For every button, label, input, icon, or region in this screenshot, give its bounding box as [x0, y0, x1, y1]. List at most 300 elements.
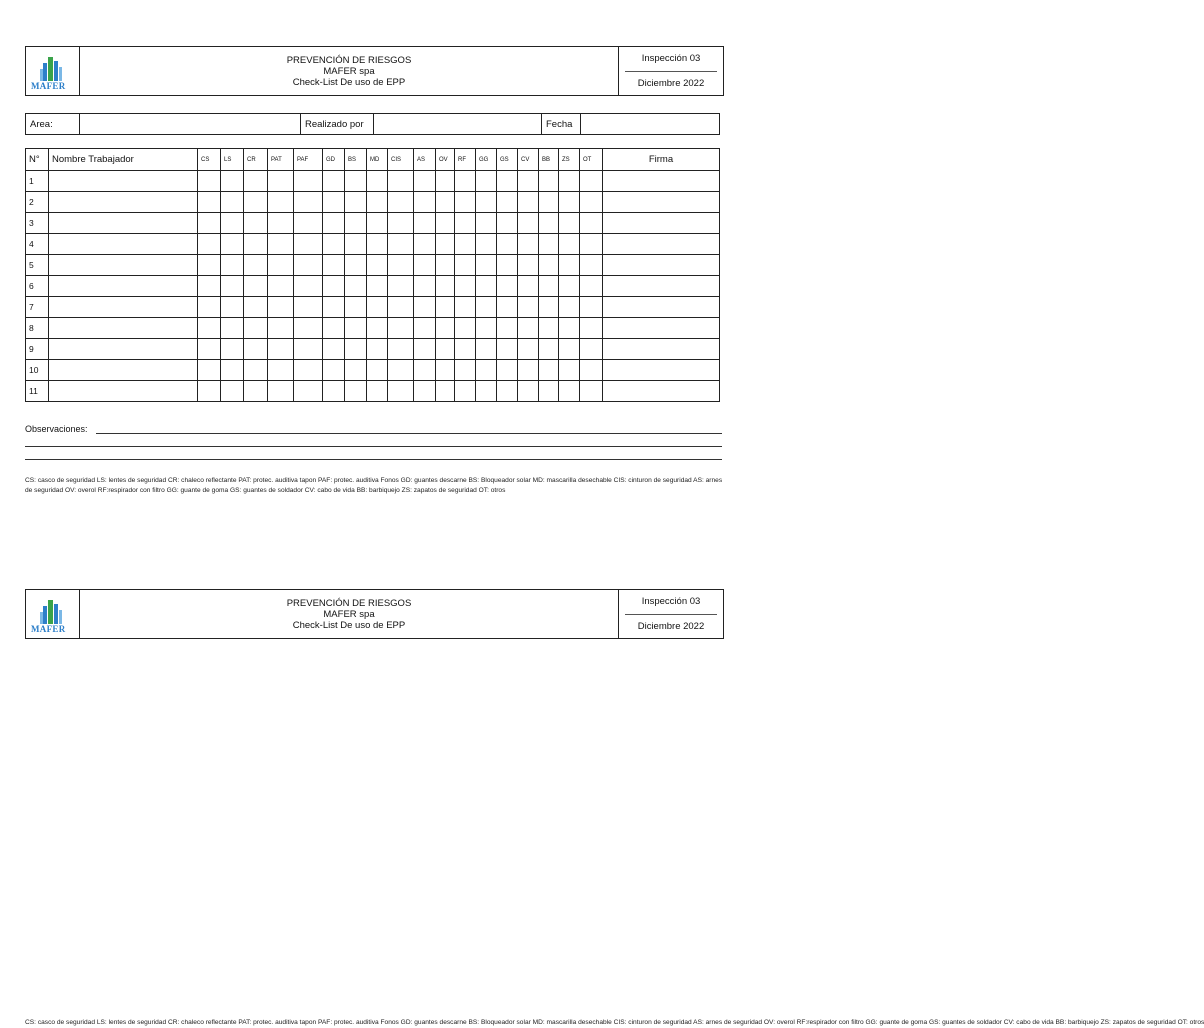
epp-check-cell-gg[interactable] [476, 192, 497, 213]
epp-check-cell-gg[interactable] [476, 171, 497, 192]
epp-check-cell-rf[interactable] [455, 318, 476, 339]
worker-name-cell[interactable] [49, 234, 198, 255]
worker-name-cell[interactable] [49, 255, 198, 276]
epp-check-cell-paf[interactable] [294, 276, 323, 297]
col-header-code: OT [580, 149, 603, 171]
epp-check-cell-cs[interactable] [198, 318, 221, 339]
col-header-code: GG [476, 149, 497, 171]
epp-check-cell-cr[interactable] [244, 381, 268, 402]
epp-check-cell-cr[interactable] [244, 276, 268, 297]
epp-check-cell-bs[interactable] [345, 192, 367, 213]
epp-check-cell-pat[interactable] [268, 297, 294, 318]
col-header-code: PAT [268, 149, 294, 171]
epp-check-cell-gs[interactable] [497, 297, 518, 318]
epp-check-cell-zs[interactable] [559, 276, 580, 297]
epp-check-cell-cv[interactable] [518, 339, 539, 360]
epp-check-cell-as[interactable] [414, 360, 436, 381]
epp-check-cell-ot[interactable] [580, 192, 603, 213]
table-row [26, 276, 720, 297]
epp-check-cell-cr[interactable] [244, 171, 268, 192]
epp-check-cell-cs[interactable] [198, 171, 221, 192]
firma-cell[interactable] [603, 276, 720, 297]
epp-check-cell-rf[interactable] [455, 381, 476, 402]
epp-check-cell-pat[interactable] [268, 381, 294, 402]
col-header-code: LS [221, 149, 244, 171]
observaciones-line[interactable] [25, 459, 722, 460]
epp-check-cell-cs[interactable] [198, 192, 221, 213]
header-date: Diciembre 2022 [637, 621, 705, 632]
epp-check-cell-as[interactable] [414, 318, 436, 339]
epp-check-cell-rf[interactable] [455, 171, 476, 192]
epp-check-cell-gd[interactable] [323, 360, 345, 381]
epp-checklist-table [25, 148, 720, 402]
inspection-label: Inspección 03 [641, 53, 701, 64]
info-row [25, 113, 720, 135]
epp-check-cell-as[interactable] [414, 381, 436, 402]
epp-check-cell-gd[interactable] [323, 213, 345, 234]
epp-check-cell-as[interactable] [414, 234, 436, 255]
fecha-field[interactable] [581, 114, 719, 134]
epp-check-cell-bs[interactable] [345, 171, 367, 192]
epp-check-cell-ot[interactable] [580, 381, 603, 402]
col-header-code: CIS [388, 149, 414, 171]
epp-check-cell-paf[interactable] [294, 297, 323, 318]
epp-check-cell-ls[interactable] [221, 339, 244, 360]
epp-check-cell-cis[interactable] [388, 213, 414, 234]
epp-check-cell-cv[interactable] [518, 360, 539, 381]
epp-check-cell-cr[interactable] [244, 192, 268, 213]
table-row [26, 339, 720, 360]
fecha-label: Fecha [542, 114, 581, 134]
epp-check-cell-as[interactable] [414, 339, 436, 360]
row-number: 3 [26, 213, 49, 234]
epp-check-cell-gs[interactable] [497, 276, 518, 297]
epp-check-cell-gd[interactable] [323, 171, 345, 192]
epp-check-cell-bb[interactable] [539, 381, 559, 402]
epp-check-cell-cis[interactable] [388, 381, 414, 402]
table-header-row [26, 149, 720, 171]
epp-check-cell-md[interactable] [367, 171, 388, 192]
header-line-3: Check-List De uso de EPP [292, 76, 406, 88]
epp-check-cell-rf[interactable] [455, 213, 476, 234]
epp-check-cell-gg[interactable] [476, 255, 497, 276]
worker-name-cell[interactable] [49, 318, 198, 339]
epp-check-cell-bs[interactable] [345, 213, 367, 234]
company-logo [26, 47, 80, 95]
col-header-code: ZS [559, 149, 580, 171]
epp-check-cell-cis[interactable] [388, 318, 414, 339]
firma-cell[interactable] [603, 297, 720, 318]
epp-check-cell-ot[interactable] [580, 297, 603, 318]
worker-name-cell[interactable] [49, 360, 198, 381]
row-number: 6 [26, 276, 49, 297]
epp-check-cell-zs[interactable] [559, 171, 580, 192]
epp-check-cell-bs[interactable] [345, 255, 367, 276]
epp-check-cell-cr[interactable] [244, 255, 268, 276]
epp-check-cell-md[interactable] [367, 297, 388, 318]
epp-check-cell-ls[interactable] [221, 234, 244, 255]
epp-check-cell-ls[interactable] [221, 360, 244, 381]
epp-check-cell-ov[interactable] [436, 360, 455, 381]
epp-check-cell-zs[interactable] [559, 192, 580, 213]
epp-check-cell-ov[interactable] [436, 381, 455, 402]
epp-check-cell-pat[interactable] [268, 339, 294, 360]
epp-check-cell-paf[interactable] [294, 255, 323, 276]
form-header-second [25, 589, 724, 639]
epp-check-cell-paf[interactable] [294, 339, 323, 360]
epp-check-cell-ot[interactable] [580, 276, 603, 297]
epp-check-cell-gd[interactable] [323, 339, 345, 360]
epp-check-cell-zs[interactable] [559, 318, 580, 339]
observaciones-label: Observaciones: [25, 424, 88, 434]
epp-check-cell-bb[interactable] [539, 360, 559, 381]
table-row [26, 213, 720, 234]
worker-name-cell[interactable] [49, 213, 198, 234]
header-meta [618, 47, 723, 95]
epp-check-cell-paf[interactable] [294, 234, 323, 255]
header-divider [625, 614, 717, 615]
firma-cell[interactable] [603, 213, 720, 234]
epp-check-cell-gg[interactable] [476, 234, 497, 255]
epp-check-cell-zs[interactable] [559, 213, 580, 234]
table-row [26, 255, 720, 276]
epp-check-cell-pat[interactable] [268, 360, 294, 381]
epp-check-cell-bb[interactable] [539, 297, 559, 318]
epp-check-cell-ot[interactable] [580, 360, 603, 381]
epp-check-cell-paf[interactable] [294, 213, 323, 234]
epp-check-cell-cis[interactable] [388, 360, 414, 381]
firma-cell[interactable] [603, 255, 720, 276]
row-number: 10 [26, 360, 49, 381]
epp-check-cell-md[interactable] [367, 318, 388, 339]
epp-check-cell-cs[interactable] [198, 339, 221, 360]
epp-check-cell-gs[interactable] [497, 339, 518, 360]
epp-check-cell-ov[interactable] [436, 213, 455, 234]
worker-name-cell[interactable] [49, 381, 198, 402]
inspection-label: Inspección 03 [641, 596, 701, 607]
epp-check-cell-rf[interactable] [455, 360, 476, 381]
epp-check-cell-ov[interactable] [436, 192, 455, 213]
firma-cell[interactable] [603, 234, 720, 255]
building-logo-icon [31, 596, 73, 626]
epp-check-cell-gs[interactable] [497, 381, 518, 402]
epp-check-cell-gd[interactable] [323, 234, 345, 255]
epp-check-cell-gg[interactable] [476, 318, 497, 339]
epp-legend-repeat: CS: casco de seguridad LS: lentes de seguridad CR: chaleco reflectante PAT: protec. auditiva tapon PAF: protec. auditiva Fonos GD: guantes descarne BS: Bloqueador solar MD: mascarilla desechable CIS: cinturon de seguridad AS: arnes de seguridad OV: overol RF:respirador con filtro GG: guante de goma GS: guantes de soldador CV: cabo de vida BB: barbiquejo ZS: zapatos de seguridad OT: otros [25, 1019, 1204, 1026]
table-row [26, 297, 720, 318]
epp-check-cell-ls[interactable] [221, 255, 244, 276]
epp-check-cell-as[interactable] [414, 297, 436, 318]
realizado-label: Realizado por [301, 114, 374, 134]
epp-check-cell-rf[interactable] [455, 297, 476, 318]
epp-check-cell-gg[interactable] [476, 360, 497, 381]
epp-check-cell-pat[interactable] [268, 234, 294, 255]
epp-check-cell-cs[interactable] [198, 276, 221, 297]
table-row [26, 171, 720, 192]
epp-check-cell-ov[interactable] [436, 255, 455, 276]
epp-check-cell-md[interactable] [367, 255, 388, 276]
row-number: 1 [26, 171, 49, 192]
header-divider [625, 71, 717, 72]
epp-check-cell-gg[interactable] [476, 297, 497, 318]
observaciones-line[interactable] [25, 446, 722, 447]
epp-check-cell-paf[interactable] [294, 381, 323, 402]
epp-check-cell-gs[interactable] [497, 213, 518, 234]
epp-check-cell-cr[interactable] [244, 234, 268, 255]
epp-check-cell-as[interactable] [414, 213, 436, 234]
building-logo-icon [31, 53, 73, 83]
realizado-field[interactable] [374, 114, 542, 134]
epp-check-cell-bb[interactable] [539, 171, 559, 192]
worker-name-cell[interactable] [49, 171, 198, 192]
epp-check-cell-md[interactable] [367, 192, 388, 213]
epp-check-cell-cr[interactable] [244, 360, 268, 381]
col-header-code: AS [414, 149, 436, 171]
epp-check-cell-pat[interactable] [268, 192, 294, 213]
logo-wordmark: MAFER [31, 81, 66, 91]
col-header-code: MD [367, 149, 388, 171]
firma-cell[interactable] [603, 171, 720, 192]
col-header-code: BB [539, 149, 559, 171]
epp-check-cell-ov[interactable] [436, 171, 455, 192]
epp-check-cell-cis[interactable] [388, 255, 414, 276]
epp-check-cell-rf[interactable] [455, 192, 476, 213]
epp-check-cell-ov[interactable] [436, 297, 455, 318]
epp-check-cell-ot[interactable] [580, 213, 603, 234]
epp-check-cell-gd[interactable] [323, 381, 345, 402]
epp-check-cell-bb[interactable] [539, 192, 559, 213]
epp-check-cell-gd[interactable] [323, 318, 345, 339]
col-header-name: Nombre Trabajador [49, 149, 198, 171]
epp-check-cell-rf[interactable] [455, 339, 476, 360]
epp-check-cell-gg[interactable] [476, 213, 497, 234]
epp-check-cell-paf[interactable] [294, 360, 323, 381]
col-header-firma: Firma [603, 149, 720, 171]
epp-check-cell-cv[interactable] [518, 297, 539, 318]
table-row [26, 318, 720, 339]
epp-check-cell-bb[interactable] [539, 213, 559, 234]
epp-check-cell-ls[interactable] [221, 171, 244, 192]
epp-check-cell-cr[interactable] [244, 297, 268, 318]
epp-check-cell-cr[interactable] [244, 339, 268, 360]
epp-check-cell-gd[interactable] [323, 297, 345, 318]
epp-check-cell-cs[interactable] [198, 255, 221, 276]
epp-check-cell-paf[interactable] [294, 192, 323, 213]
header-line-3: Check-List De uso de EPP [292, 619, 406, 631]
epp-check-cell-cv[interactable] [518, 213, 539, 234]
epp-check-cell-ls[interactable] [221, 192, 244, 213]
epp-check-cell-zs[interactable] [559, 234, 580, 255]
epp-check-cell-ls[interactable] [221, 318, 244, 339]
epp-check-cell-bs[interactable] [345, 276, 367, 297]
epp-check-cell-ot[interactable] [580, 318, 603, 339]
epp-check-cell-rf[interactable] [455, 276, 476, 297]
epp-check-cell-ls[interactable] [221, 381, 244, 402]
epp-check-cell-ot[interactable] [580, 171, 603, 192]
firma-cell[interactable] [603, 318, 720, 339]
epp-check-cell-md[interactable] [367, 339, 388, 360]
col-header-code: CR [244, 149, 268, 171]
firma-cell[interactable] [603, 192, 720, 213]
epp-check-cell-cs[interactable] [198, 381, 221, 402]
header-meta [618, 590, 723, 638]
epp-legend: CS: casco de seguridad LS: lentes de seguridad CR: chaleco reflectante PAT: protec. auditiva tapon PAF: protec. auditiva Fonos GD: guantes descarne BS: Bloqueador solar MD: mascarilla desechable CIS: cinturon de seguridad AS: arnes de seguridad OV: overol RF:respirador con filtro GG: guante de goma GS: guantes de soldador CV: cabo de vida BB: barbiquejo ZS: zapatos de seguridad OT: otros [25, 477, 723, 494]
firma-cell[interactable] [603, 339, 720, 360]
epp-check-cell-paf[interactable] [294, 318, 323, 339]
epp-check-cell-cis[interactable] [388, 171, 414, 192]
firma-cell[interactable] [603, 360, 720, 381]
epp-check-cell-bs[interactable] [345, 297, 367, 318]
epp-check-cell-pat[interactable] [268, 318, 294, 339]
epp-check-cell-ls[interactable] [221, 276, 244, 297]
epp-check-cell-zs[interactable] [559, 339, 580, 360]
epp-check-cell-ls[interactable] [221, 213, 244, 234]
epp-check-cell-bb[interactable] [539, 276, 559, 297]
epp-check-cell-cv[interactable] [518, 318, 539, 339]
epp-check-cell-md[interactable] [367, 276, 388, 297]
epp-check-cell-ov[interactable] [436, 339, 455, 360]
epp-check-cell-bb[interactable] [539, 234, 559, 255]
row-number: 5 [26, 255, 49, 276]
row-number: 9 [26, 339, 49, 360]
epp-check-cell-bb[interactable] [539, 318, 559, 339]
worker-name-cell[interactable] [49, 297, 198, 318]
epp-check-cell-paf[interactable] [294, 171, 323, 192]
epp-check-cell-gs[interactable] [497, 192, 518, 213]
table-body [26, 171, 720, 402]
header-title-block [80, 590, 618, 638]
epp-check-cell-cs[interactable] [198, 213, 221, 234]
col-header-code: PAF [294, 149, 323, 171]
epp-check-cell-bs[interactable] [345, 318, 367, 339]
epp-check-cell-as[interactable] [414, 192, 436, 213]
col-header-code: BS [345, 149, 367, 171]
logo-wordmark: MAFER [31, 624, 66, 634]
epp-check-cell-cr[interactable] [244, 213, 268, 234]
epp-check-cell-pat[interactable] [268, 213, 294, 234]
table-row [26, 381, 720, 402]
col-header-number: N° [26, 149, 49, 171]
header-line-2: MAFER spa [323, 65, 375, 77]
worker-name-cell[interactable] [49, 192, 198, 213]
epp-check-cell-md[interactable] [367, 360, 388, 381]
epp-check-cell-gg[interactable] [476, 381, 497, 402]
epp-check-cell-zs[interactable] [559, 360, 580, 381]
epp-check-cell-bs[interactable] [345, 381, 367, 402]
epp-check-cell-md[interactable] [367, 213, 388, 234]
epp-check-cell-ot[interactable] [580, 255, 603, 276]
epp-check-cell-ot[interactable] [580, 234, 603, 255]
row-number: 7 [26, 297, 49, 318]
header-title-block [80, 47, 618, 95]
epp-check-cell-cis[interactable] [388, 276, 414, 297]
col-header-code: CV [518, 149, 539, 171]
epp-check-cell-cv[interactable] [518, 276, 539, 297]
col-header-code: GS [497, 149, 518, 171]
epp-check-cell-as[interactable] [414, 255, 436, 276]
epp-check-cell-gs[interactable] [497, 318, 518, 339]
col-header-code: CS [198, 149, 221, 171]
epp-check-cell-cv[interactable] [518, 171, 539, 192]
row-number: 8 [26, 318, 49, 339]
epp-check-cell-as[interactable] [414, 276, 436, 297]
col-header-code: OV [436, 149, 455, 171]
header-line-1: PREVENCIÓN DE RIESGOS [286, 597, 412, 609]
col-header-code: GD [323, 149, 345, 171]
epp-check-cell-cis[interactable] [388, 339, 414, 360]
epp-check-cell-gd[interactable] [323, 276, 345, 297]
epp-check-cell-gs[interactable] [497, 255, 518, 276]
epp-check-cell-ov[interactable] [436, 276, 455, 297]
epp-check-cell-zs[interactable] [559, 381, 580, 402]
form-header [25, 46, 724, 96]
row-number: 2 [26, 192, 49, 213]
epp-check-cell-ov[interactable] [436, 234, 455, 255]
epp-check-cell-cis[interactable] [388, 234, 414, 255]
header-date: Diciembre 2022 [637, 78, 705, 89]
epp-check-cell-as[interactable] [414, 171, 436, 192]
epp-check-cell-pat[interactable] [268, 255, 294, 276]
epp-check-cell-bb[interactable] [539, 255, 559, 276]
epp-check-cell-rf[interactable] [455, 234, 476, 255]
table-row [26, 360, 720, 381]
epp-check-cell-zs[interactable] [559, 297, 580, 318]
epp-check-cell-zs[interactable] [559, 255, 580, 276]
table-row [26, 192, 720, 213]
epp-check-cell-cs[interactable] [198, 234, 221, 255]
epp-check-cell-pat[interactable] [268, 276, 294, 297]
epp-check-cell-md[interactable] [367, 234, 388, 255]
epp-check-cell-gs[interactable] [497, 360, 518, 381]
firma-cell[interactable] [603, 381, 720, 402]
epp-check-cell-cv[interactable] [518, 381, 539, 402]
epp-check-cell-cv[interactable] [518, 192, 539, 213]
epp-check-cell-cis[interactable] [388, 297, 414, 318]
epp-check-cell-bs[interactable] [345, 339, 367, 360]
epp-check-cell-cr[interactable] [244, 318, 268, 339]
worker-name-cell[interactable] [49, 339, 198, 360]
epp-check-cell-gd[interactable] [323, 192, 345, 213]
epp-check-cell-ot[interactable] [580, 339, 603, 360]
epp-check-cell-gg[interactable] [476, 276, 497, 297]
epp-check-cell-md[interactable] [367, 381, 388, 402]
epp-check-cell-pat[interactable] [268, 171, 294, 192]
epp-check-cell-cv[interactable] [518, 255, 539, 276]
epp-check-cell-ls[interactable] [221, 297, 244, 318]
worker-name-cell[interactable] [49, 276, 198, 297]
epp-check-cell-gg[interactable] [476, 339, 497, 360]
epp-check-cell-cis[interactable] [388, 192, 414, 213]
epp-check-cell-cs[interactable] [198, 360, 221, 381]
area-field[interactable] [80, 114, 301, 134]
epp-check-cell-bb[interactable] [539, 339, 559, 360]
epp-check-cell-rf[interactable] [455, 255, 476, 276]
epp-check-cell-gd[interactable] [323, 255, 345, 276]
epp-check-cell-ov[interactable] [436, 318, 455, 339]
observaciones-line[interactable] [96, 433, 722, 434]
epp-check-cell-gs[interactable] [497, 171, 518, 192]
epp-check-cell-bs[interactable] [345, 234, 367, 255]
epp-check-cell-cv[interactable] [518, 234, 539, 255]
header-line-1: PREVENCIÓN DE RIESGOS [286, 54, 412, 66]
table-row [26, 234, 720, 255]
area-label: Area: [26, 114, 80, 134]
row-number: 11 [26, 381, 49, 402]
header-line-2: MAFER spa [323, 608, 375, 620]
epp-check-cell-gs[interactable] [497, 234, 518, 255]
epp-check-cell-bs[interactable] [345, 360, 367, 381]
epp-check-cell-cs[interactable] [198, 297, 221, 318]
